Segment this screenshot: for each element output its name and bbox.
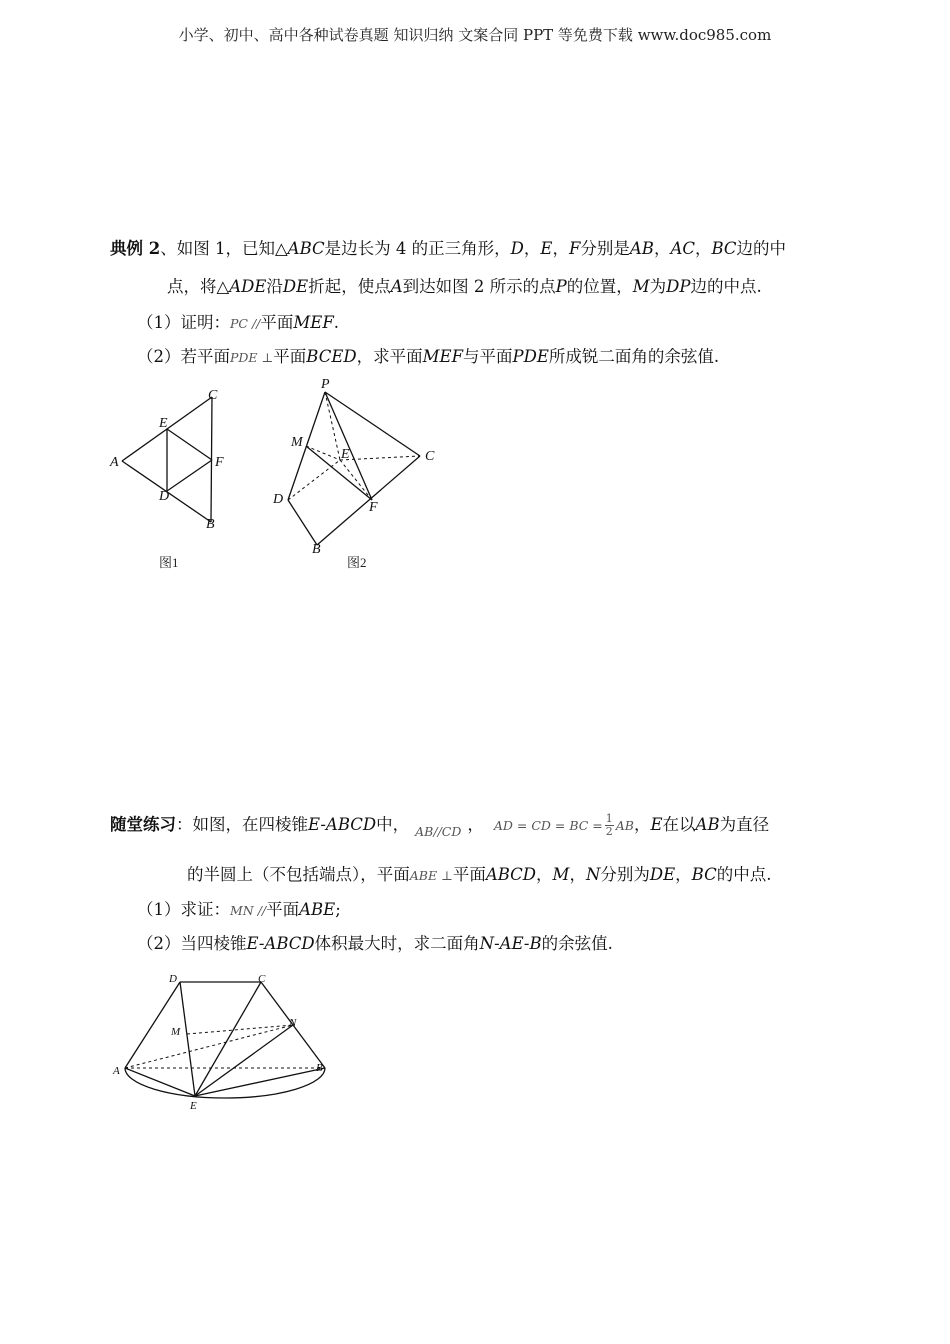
text: 折起，使点 (308, 277, 391, 296)
text: ， (552, 239, 569, 258)
text: ， (634, 815, 651, 834)
math: M (552, 865, 570, 884)
text: ， (536, 865, 553, 884)
fraction-one-half (605, 813, 614, 838)
math: ADE (229, 277, 267, 296)
text: ，求平面 (356, 347, 423, 366)
math: AD = CD = BC = (493, 818, 603, 833)
math: DE (282, 277, 309, 296)
math: AB (615, 818, 634, 833)
dashed-ec (340, 456, 420, 460)
text: 平面 (266, 900, 300, 919)
text: 沿 (266, 277, 283, 296)
math: MEF (293, 313, 334, 332)
text: 为直径 (719, 815, 770, 834)
text: ， (523, 239, 541, 258)
figure1-triangle-diagram (105, 380, 245, 580)
dashed-de (288, 460, 340, 500)
math: ABE (299, 900, 336, 919)
text: 与平面 (463, 347, 513, 366)
example2-label: 典例 2 (110, 239, 161, 258)
text: 边的中点. (690, 277, 762, 296)
page-header: 小学、初中、高中各种试卷真题 知识归纳 文案合同 PPT 等免费下载 www.doc985.com (178, 26, 772, 44)
math: A (390, 277, 403, 296)
text: ， (569, 865, 586, 884)
text: 的位置， (566, 277, 633, 296)
label-a: A (110, 455, 119, 470)
math: E-ABCD (246, 934, 315, 953)
label-e: E (159, 416, 168, 431)
text: 中， (376, 815, 410, 834)
practice-label: 随堂练习 (110, 815, 176, 834)
text: 是边长为 4 的正三角形， (324, 239, 511, 258)
math: AB//CD (415, 824, 462, 839)
math: D (510, 239, 524, 258)
text: 为 (649, 277, 667, 296)
math: ABE ⊥ (409, 868, 453, 883)
math: MEF (422, 347, 464, 366)
math: PDE ⊥ (230, 350, 274, 365)
text: （1）求证： (137, 900, 230, 919)
label-d: D (169, 973, 177, 985)
label-m: M (171, 1026, 181, 1038)
math: E (650, 815, 663, 834)
figure2-caption: 图2 (347, 555, 367, 570)
label-c: C (258, 973, 266, 985)
math: E-ABCD (308, 815, 377, 834)
practice-question2 (137, 933, 613, 955)
text: 分别为 (600, 865, 650, 884)
dashed-ef (340, 460, 372, 500)
label-b: B (316, 1062, 323, 1074)
text: 体积最大时，求二面角 (314, 934, 480, 953)
text: 平面 (273, 347, 307, 366)
semicircle-arc (125, 1068, 325, 1098)
practice-line2 (187, 864, 771, 887)
label-n: N (289, 1017, 297, 1029)
figure2-pyramid-diagram (265, 372, 450, 582)
dashed-an (125, 1025, 293, 1068)
text: （2）若平面 (137, 347, 230, 366)
example2-question2 (137, 346, 719, 369)
math: BC (691, 865, 717, 884)
dashed-pe (325, 392, 340, 460)
text: 平面 (452, 865, 486, 884)
math: BC (711, 239, 737, 258)
edge-db (288, 500, 317, 545)
math: N (585, 865, 601, 884)
text: 的半圆上（不包括端点），平面 (187, 865, 410, 884)
label-c: C (208, 388, 218, 403)
label-f: F (369, 500, 378, 515)
math: N-AE-B (479, 934, 542, 953)
label-m: M (291, 435, 303, 450)
text: 到达如图 2 所示的点 (402, 277, 556, 296)
label-p: P (321, 377, 330, 392)
text: （2）当四棱锥 (137, 934, 247, 953)
math: MN // (230, 903, 267, 918)
math: M (632, 277, 650, 296)
example2-line1 (110, 238, 786, 260)
label-b: B (206, 517, 215, 532)
edge-de (180, 982, 195, 1096)
label-d: D (273, 492, 284, 507)
text: （1）证明： (137, 313, 230, 332)
dashed-me (306, 446, 340, 460)
math: P (555, 277, 567, 296)
text: 边的中 (736, 239, 787, 258)
math: ABC (287, 239, 325, 258)
text: ， (467, 815, 484, 834)
text: 所成锐二面角的余弦值. (548, 347, 720, 366)
math: E (540, 239, 553, 258)
math: AB (695, 815, 720, 834)
label-a: A (113, 1065, 120, 1077)
text: 分别是 (580, 239, 630, 258)
practice-question1 (137, 899, 341, 922)
math: DP (666, 277, 691, 296)
text: ， (694, 239, 712, 258)
fraction-numerator: 1 (605, 812, 613, 825)
example2-line2 (167, 276, 762, 298)
segment-df (167, 460, 212, 491)
label-d: D (159, 489, 170, 504)
text: 点，将△ (167, 277, 230, 296)
text: ：如图，在四棱锥 (176, 815, 308, 834)
text: 的中点. (716, 865, 772, 884)
text: 在以 (662, 815, 696, 834)
practice-pyramid-diagram (105, 968, 345, 1118)
math: AC (670, 239, 695, 258)
text: . (333, 313, 340, 332)
math: PDE (512, 347, 549, 366)
text: 的余弦值. (541, 934, 613, 953)
label-f: F (215, 455, 224, 470)
segment-mf (306, 446, 372, 500)
text: ， (653, 239, 671, 258)
math: PC // (230, 316, 261, 331)
edge-ad (125, 982, 180, 1068)
text: 平面 (260, 313, 294, 332)
practice-line1 (110, 813, 769, 838)
segment-ef (167, 429, 212, 460)
math: F (568, 239, 581, 258)
example2-question1 (137, 312, 339, 335)
label-b: B (312, 542, 321, 557)
label-e: E (341, 447, 350, 462)
text: ， (675, 865, 692, 884)
math: ABCD (485, 865, 537, 884)
figure1-caption: 图1 (159, 555, 179, 570)
math: DE (649, 865, 676, 884)
edge-ce (195, 982, 261, 1096)
math: BCED (306, 347, 357, 366)
label-c: C (425, 449, 435, 464)
fraction-denominator: 2 (605, 825, 613, 838)
label-e: E (190, 1100, 197, 1112)
text: 、如图 1，已知△ (160, 239, 288, 258)
math: AB (629, 239, 654, 258)
text: ; (335, 900, 341, 919)
